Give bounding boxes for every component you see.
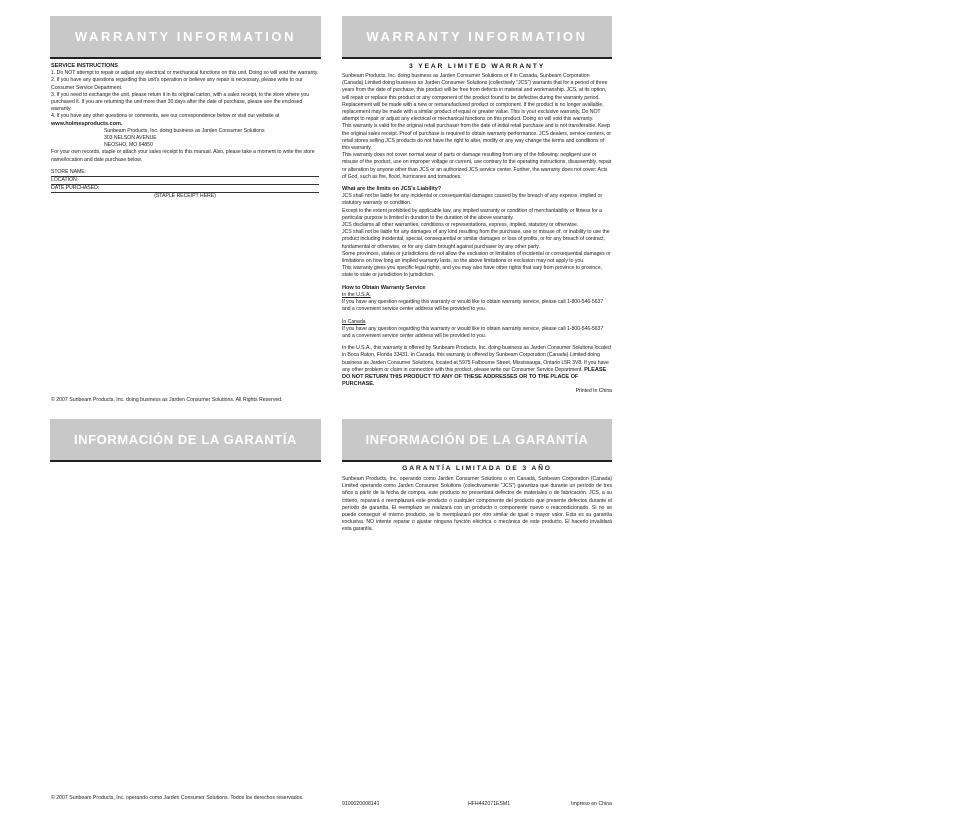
store-name-field: STORE NAME: (51, 169, 319, 177)
warranty-paragraph: Some provinces, states or jurisdictions do not allow the exclusion or limitation of incidental or consequential damages or limitations on how long an implied warranty lasts, so the above limitations or exclusion may not apply to you. (342, 250, 611, 265)
offer-paragraph: In the U.S.A., this warranty is offered by Sunbeam Products, Inc. doing business as Jarden Consumer Solutions located in Boca Raton, Florida 33431. In Canada, this warranty is offered by Sunbeam Corporation (Canada) Limited doing business as Jarden Consumer Solutions, located at 5975 Falbourne Street, Mississauga, Ontario L5R 3V8. If you have any other problem or claim in connection with this product, please write our Consumer Service Department. (342, 345, 611, 373)
warranty-paragraph: This warranty does not cover normal wear of parts or damage resulting from any of the following: negligent use or misuse of the product, use on improper voltage or current, use contrary to the operating instructions, disassembly, repair or alteration by anyone other than JCS or an authorized JCS service center. Further, the warranty does not cover: Acts of God, such as fire, flood, hurricanes and tornadoes. (342, 152, 612, 180)
service-item: 2. If you have any questions regarding this unit's operation or believe any repair is necessary, please write to our Consumer Service Department. (51, 77, 303, 91)
address-line: NEOSHO, MO 64850 (104, 142, 153, 149)
usa-label: In the U.S.A. (342, 291, 371, 298)
impreso-en-china: Impreso en China (571, 801, 612, 807)
canada-text: If you have any question regarding this warranty or would like to obtain warranty service, please call 1-800-546-5637 and a convenient service center address will be provided to you. (342, 325, 604, 339)
usa-text: If you have any question regarding this warranty or would like to obtain warranty service, please call 1-800-546-5637 and a convenient service center address will be provided to you. (342, 299, 604, 313)
service-item: 4. If you have any other questions or comments, see our correspondence below or visit our website at (51, 113, 280, 120)
service-item: 1. Do NOT attempt to repair or adjust any electrical or mechanical functions on this unit. Doing so will void the warranty. (51, 70, 319, 77)
address-line: 303 NELSON AVENUE (104, 135, 157, 142)
model-code: HFH442071ESM1 (468, 801, 511, 807)
warranty-banner-es-left (50, 419, 321, 462)
warranty-paragraph: Sunbeam Products, Inc. doing business as Jarden Consumer Solutions or if in Canada, Sunbeam Corporation (Canada) Limited doing business as Jarden Consumer Solutions (collectively "JCS") warrants that for a period of three years from the date of purchase, this product will be free from defects in material and workmanship. JCS, at its option, will repair or replace this product or any component of the product found to be defective during the warranty period. Replacement will be made with a new or remanufactured product or component. If the product is no longer available, replacement may be made with a similar product of equal or greater value. This is your exclusive warranty. Do NOT attempt to repair or adjust any electrical or mechanical functions on this product. Doing so will void this warranty. (342, 73, 608, 123)
banner-title: WARRANTY INFORMATION (74, 29, 297, 44)
product-code: 9100020008141 (342, 801, 380, 807)
canada-label: In Canada (342, 318, 366, 325)
warranty-body (342, 73, 612, 396)
limits-heading: What are the limits on JCS's Liability? (342, 186, 442, 193)
banner-title: INFORMACIÓN DE LA GARANTÍA (73, 432, 298, 447)
printed-in-china: Printed In China (575, 388, 612, 395)
address-line: Sunbeam Products, Inc. doing business as Jarden Consumer Solutions (104, 127, 265, 134)
do-not-return-notice: PLEASE DO NOT RETURN THIS PRODUCT TO ANY OF THESE ADDRESSES OR TO THE PLACE OF PURCHASE. (342, 366, 607, 388)
warranty-paragraph: JCS shall not be liable for any damages of any kind resulting from the purchase, use or misuse of, or inability to use the product including incidental, special, consequential or similar damages or loss of profits, or for any breach of contract, fundamental or otherwise, or for any claim brought against purchaser by any other party. (342, 229, 610, 250)
warranty-banner-en-left (50, 16, 321, 59)
service-heading: SERVICE INSTRUCTIONS (51, 63, 118, 69)
copyright-en: © 2007 Sunbeam Products, Inc. doing business as Jarden Consumer Solutions. All Rights Reserved. (51, 397, 283, 403)
service-item: 3. If you need to exchange the unit, please return it in its original carton, with a sales receipt, to the store where you purchased it. If you are returning the unit more than 30 days after the date of purchase, please see the enclosed warranty. (51, 91, 310, 113)
garantia-body: Sunbeam Products, Inc. operando como Jarden Consumer Solutions o en Canadá, Sunbeam Corporation (Canada) Limited operando como Jarden Consumer Solutions (colectivamente "JCS") garantiza que durante un período de tres años a partir de la fecha de compra, este producto no presentará defectos de materiales o de fabricación. JCS, a su criterio, reparará o reemplazará este producto o cualquier componente del producto que presente defectos durante el período de garantía. El reemplazo se realizará con un producto o componente nuevo o reacondicionado. Si no se puede conseguir el mismo producto, se lo reemplazará por otro similar de igual o mayor valor. Esta es su garantía exclusiva. NO intente reparar o ajustar ninguna función eléctrica o mecánica de este producto. El hacerlo invalidará esta garantía. (342, 476, 612, 533)
location-field: LOCATION: (51, 177, 319, 185)
limited-warranty-title: 3 YEAR LIMITED WARRANTY (408, 63, 546, 70)
date-purchased-field: DATE PURCHASED: (51, 185, 319, 193)
service-instructions (51, 63, 319, 201)
garantia-title: GARANTÍA LIMITADA DE 3 AÑO (402, 465, 552, 472)
warranty-banner-es-right (342, 419, 612, 462)
staple-receipt-label: (STAPLE RECEIPT HERE) (154, 193, 216, 200)
warranty-banner-en-right (342, 16, 612, 59)
banner-title: INFORMACIÓN DE LA GARANTÍA (365, 432, 589, 447)
warranty-paragraph: This warranty gives you specific legal rights, and you may also have other rights that vary from province to province, state to state or jurisdiction to jurisdiction. (342, 265, 602, 279)
warranty-paragraph: This warranty is valid for the original retail purchaser from the date of initial retail purchase and is not transferable. Keep the original sales receipt. Proof of purchase is required to obtain warranty performance. JCS dealers, service centers, or retail stores selling JCS products do not have the right to alter, modify or any way change the terms and conditions of this warranty. (342, 123, 611, 152)
warranty-paragraph: Except to the extent prohibited by applicable law, any implied warranty or condition of merchantability or fitness for a particular purpose is limited in duration to the duration of the above warranty. (342, 207, 602, 221)
banner-title: WARRANTY INFORMATION (366, 29, 588, 44)
website-link[interactable]: www.holmesproducts.com. (51, 120, 123, 127)
warranty-paragraph: JCS shall not be liable for any incidental or consequential damages caused by the breach of any express, implied or statutory warranty or condition. (342, 193, 603, 207)
obtain-service-heading: How to Obtain Warranty Service (342, 284, 426, 291)
copyright-es: © 2007 Sunbeam Products, Inc. operando como Jarden Consumer Solutions. Todos los derechos reservados. (51, 795, 304, 801)
records-text: For your own records, staple or attach your sales receipt to this manual. Also, please take a moment to write the store name/location and date purchase below. (51, 149, 315, 163)
warranty-paragraph: JCS disclaims all other warranties, conditions or representations, express, implied, statutory or otherwise. (342, 222, 579, 229)
